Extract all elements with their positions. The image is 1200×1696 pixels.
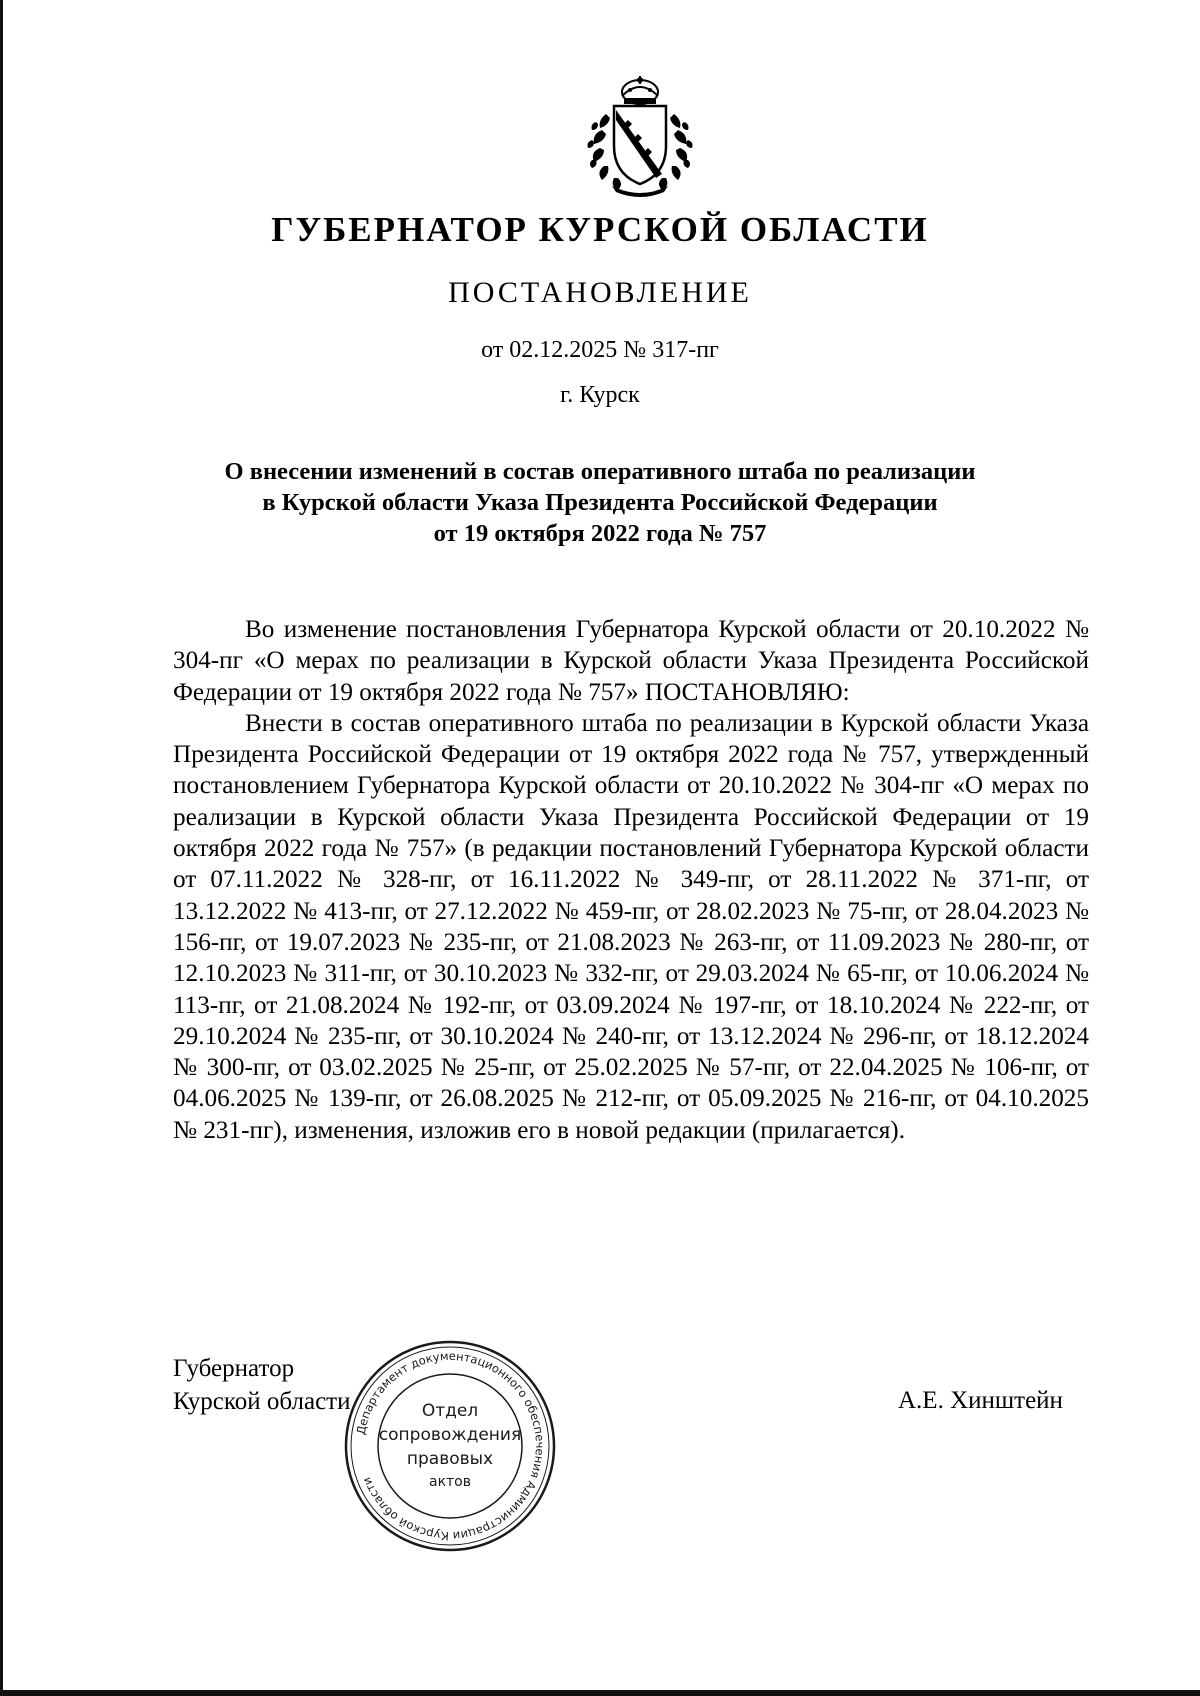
document-title <box>150 456 1050 549</box>
title-line: О внесении изменений в состав оперативного штаба по реализации <box>224 458 976 485</box>
document-place: г. Курск <box>560 382 640 408</box>
scan-border-left <box>0 0 3 1696</box>
crown-icon <box>622 76 658 104</box>
document-type: ПОСТАНОВЛЕНИЕ <box>448 276 752 309</box>
title-line: от 19 октября 2022 года № 757 <box>433 520 767 547</box>
scan-border-bottom <box>0 1690 1200 1696</box>
signer-name: А.Е. Хинштейн <box>898 1387 1063 1414</box>
ribbon <box>612 186 668 197</box>
authority-title: ГУБЕРНАТОР КУРСКОЙ ОБЛАСТИ <box>271 210 929 249</box>
official-stamp <box>335 1336 565 1556</box>
stamp-center-line: Отдел <box>421 1401 479 1421</box>
shield-icon <box>614 106 666 184</box>
title-line: в Курской области Указа Президента Российской Федерации <box>262 489 938 516</box>
signer-position-line: Курской области <box>173 1388 351 1415</box>
document-number: от 02.12.2025 № 317-пг <box>481 337 719 363</box>
coat-of-arms-icon <box>576 74 704 200</box>
resolution-paragraph: Внести в состав оперативного штаба по реализации в Курской области Указа Президента Российской Федерации от 19 октября 2022 года № 757, утвержденный постановлением Губернатора Курской области от 20.10.2022 № 304-пг «О мерах по реализации в Курской области Указа Президента Российской Федерации от 19 октября 2022 года № 757» (в редакции постановлений Губернатора Курской области от 07.11.2022 № 328-пг, от 16.11.2022 № 349-пг, от 28.11.2022 № 371-пг, от 13.12.2022 № 413-пг, от 27.12.2022 № 459-пг, от 28.02.2023 № 75-пг, от 28.04.2023 № 156-пг, от 19.07.2023 № 235-пг, от 21.08.2023 № 263-пг, от 11.09.2023 № 280-пг, от 12.10.2023 № 311-пг, от 30.10.2023 № 332-пг, от 29.03.2024 № 65-пг, от 10.06.2024 № 113-пг, от 21.08.2024 № 192-пг, от 03.09.2024 № 197-пг, от 18.10.2024 № 222-пг, от 29.10.2024 № 235-пг, от 30.10.2024 № 240-пг, от 13.12.2024 № 296-пг, от 18.12.2024 № 300-пг, от 03.02.2025 № 25-пг, от 25.02.2025 № 57-пг, от 22.04.2025 № 106-пг, от 04.06.2025 № 139-пг, от 26.08.2025 № 212-пг, от 05.09.2025 № 216-пг, от 04.10.2025 № 231-пг), изменения, изложив его в новой редакции (прилагается). <box>173 709 1089 1144</box>
stamp-ring-text: Департамент документационного обеспечения Администрации Курской области <box>353 1348 548 1544</box>
stamp-center-line: правовых <box>406 1449 494 1469</box>
stamp-center-line: сопровождения <box>378 1425 522 1445</box>
stamp-center-line: актов <box>428 1474 472 1490</box>
document-body <box>173 614 1089 1146</box>
preamble-paragraph: Во изменение постановления Губернатора Курской области от 20.10.2022 № 304-пг «О мерах по реализации в Курской области Указа Президента Российской Федерации от 19 октября 2022 года № 757» ПОСТАНОВЛЯЮ: <box>173 616 1089 706</box>
signer-position-line: Губернатор <box>173 1355 295 1382</box>
signer-position <box>173 1352 350 1418</box>
